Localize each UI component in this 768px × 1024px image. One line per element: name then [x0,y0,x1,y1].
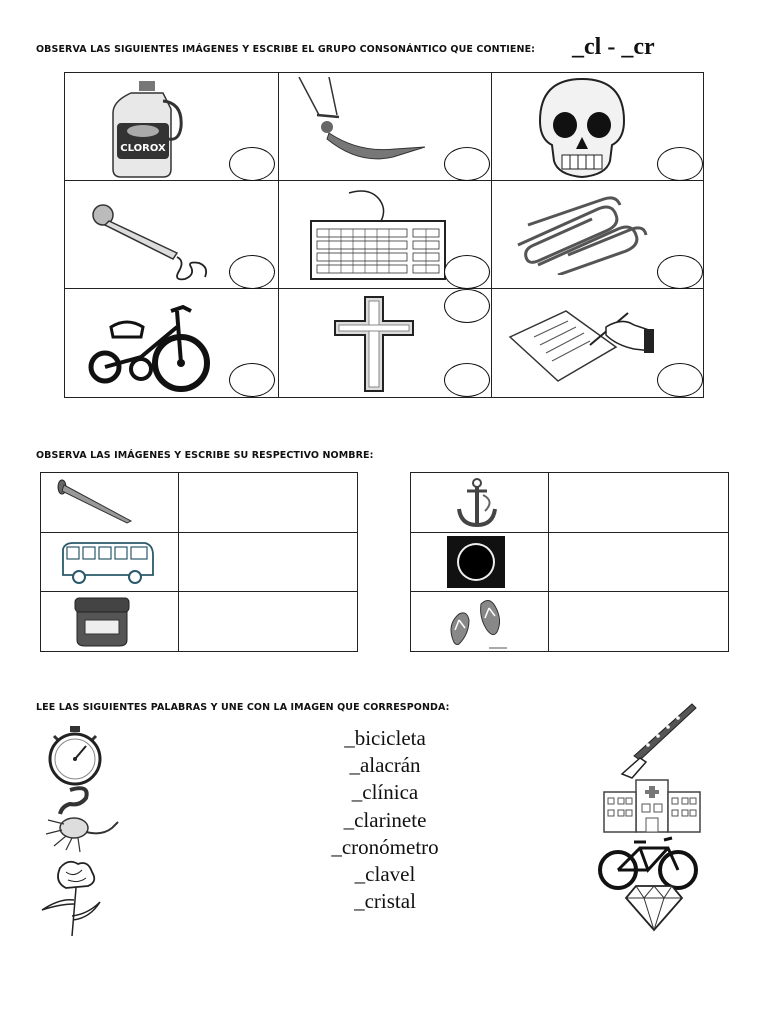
word-item[interactable]: _alacrán [349,753,421,778]
word-item[interactable]: _clavel [354,862,416,887]
scorpion-icon [40,784,120,854]
image-cell-eclipse [411,533,549,592]
answer-oval[interactable] [444,147,490,181]
cell-keyboard [279,181,492,289]
answer-oval[interactable] [229,255,275,289]
word-item[interactable]: _cronómetro [331,834,439,859]
word-item[interactable]: _clarinete [343,807,427,832]
consonant-pattern: _cl - _cr [572,34,655,60]
answer-oval[interactable] [444,363,490,397]
word-list [300,725,470,915]
word-item[interactable]: _clínica [351,780,419,805]
writing-hand-icon [506,305,656,385]
image-cell-anchor [411,473,549,533]
picture-grid [64,72,704,398]
answer-cell-flip-flops[interactable] [549,592,728,651]
answer-oval[interactable] [657,363,703,397]
image-cell-jar [41,592,179,651]
trapeze-artist-icon [289,77,429,173]
answer-oval-top[interactable] [444,289,490,323]
image-cell-flip-flops [411,592,549,651]
image-cell-bus [41,533,179,592]
answer-cell-jar[interactable] [179,592,357,651]
cell-microphone [65,181,279,289]
clinic-icon [600,778,704,834]
skull-icon [536,77,628,179]
eclipse-icon [447,536,505,588]
word-item[interactable]: _cristal [354,889,416,914]
clarinet-icon [618,700,698,780]
answer-oval[interactable] [657,255,703,289]
answer-cell-eclipse[interactable] [549,533,728,592]
cell-paper-clips [492,181,703,289]
carnation-icon [38,858,110,938]
cell-tricycle [65,289,279,397]
section1-instruction: OBSERVA LAS SIGUIENTES IMÁGENES Y ESCRIBE EL GRUPO CONSONÁNTICO QUE CONTIENE: [36,44,536,55]
cell-cross [279,289,492,397]
cell-writing-hand [492,289,703,397]
jar-icon [71,596,133,648]
bleach-bottle-icon [111,79,187,179]
answer-oval[interactable] [444,255,490,289]
section2-instruction: OBSERVA LAS IMÁGENES Y ESCRIBE SU RESPECTIVO NOMBRE: [36,450,374,461]
answer-cell-anchor[interactable] [549,473,728,533]
bus-icon [59,541,155,585]
flip-flops-icon [445,596,509,650]
anchor-icon [455,477,499,529]
nail-icon [55,479,135,527]
microphone-icon [85,201,225,281]
bottle-brand: CLOROX [120,143,166,154]
stopwatch-icon [42,726,108,786]
answer-cell-nail[interactable] [179,473,357,533]
cell-skull [492,73,703,181]
cell-trapeze [279,73,492,181]
naming-table-right [410,472,729,652]
keyboard-icon [309,189,449,283]
paper-clips-icon [508,195,648,275]
answer-oval[interactable] [657,147,703,181]
naming-table-left [40,472,358,652]
word-item[interactable]: _bicicleta [344,726,426,750]
tricycle-icon [87,297,217,393]
image-cell-nail [41,473,179,533]
answer-oval[interactable] [229,147,275,181]
answer-cell-bus[interactable] [179,533,357,592]
diamond-icon [624,884,684,932]
cross-icon [331,293,417,395]
answer-oval[interactable] [229,363,275,397]
section3-instruction: LEE LAS SIGUIENTES PALABRAS Y UNE CON LA IMAGEN QUE CORRESPONDA: [36,702,450,713]
cell-bleach-bottle [65,73,279,181]
